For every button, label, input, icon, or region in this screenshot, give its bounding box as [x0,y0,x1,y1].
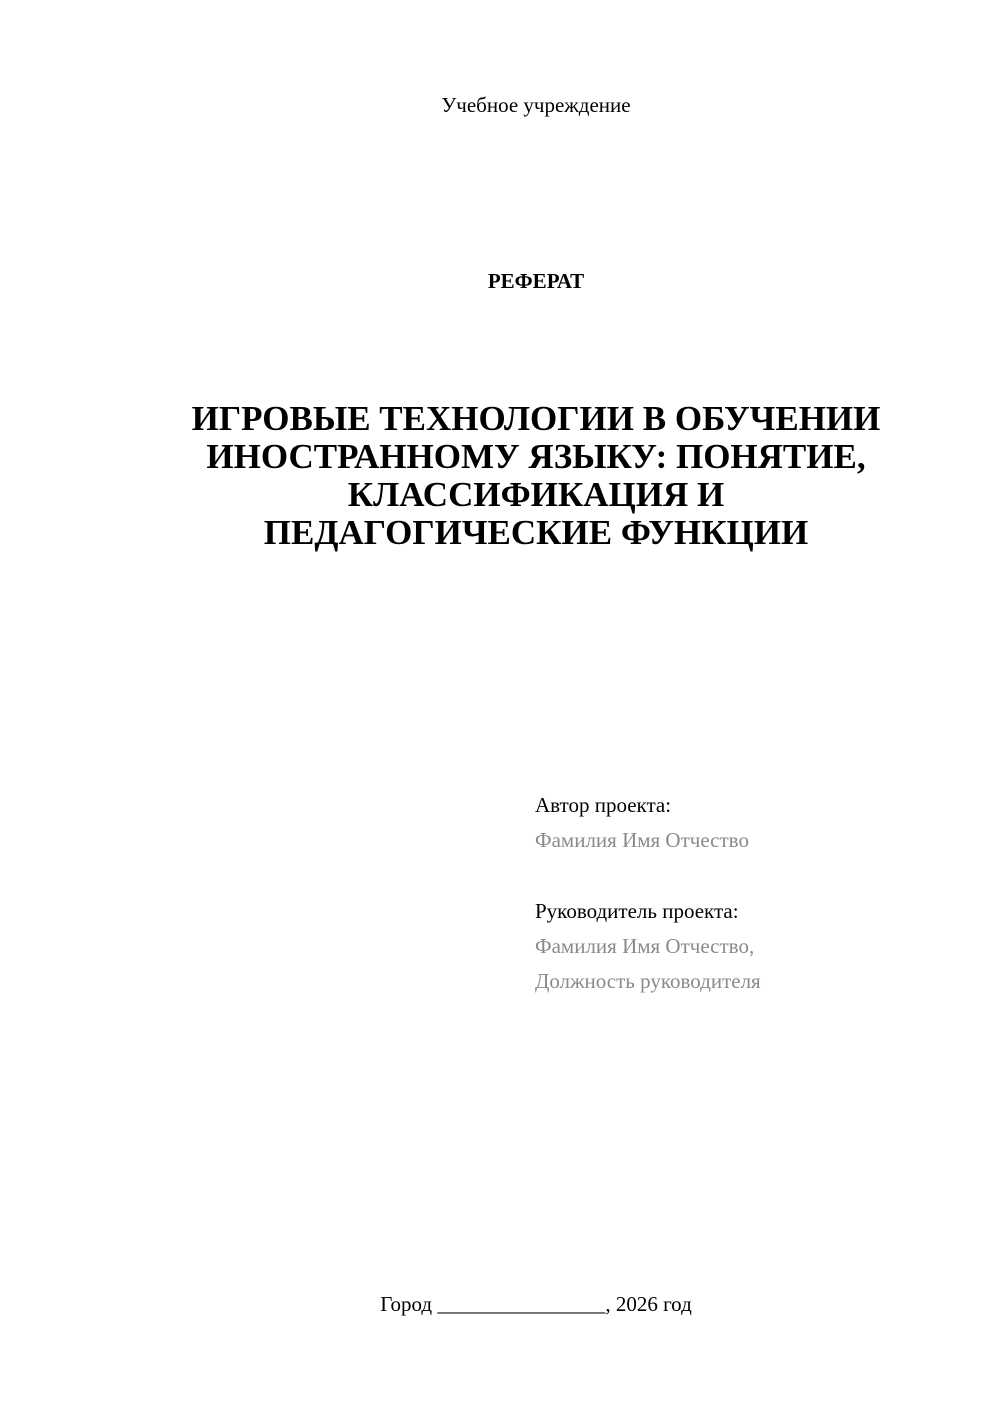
supervisor-label: Руководитель проекта: [535,899,739,923]
supervisor-position: Должность руководителя [535,969,761,993]
title-line: ПЕДАГОГИЧЕСКИЕ ФУНКЦИИ [263,513,809,552]
document-title [120,400,952,552]
title-line: ИГРОВЫЕ ТЕХНОЛОГИИ В ОБУЧЕНИИ [191,399,881,438]
authors-block [535,788,975,999]
title-line: КЛАССИФИКАЦИЯ И [347,475,725,514]
footer-city-year [0,1290,1000,1318]
supervisor-name: Фамилия Имя Отчество, [535,934,755,958]
institution-name: Учебное учреждение [441,93,631,117]
title-line: ИНОСТРАННОМУ ЯЗЫКУ: ПОНЯТИЕ, [206,437,866,476]
city-blank: ________________ [437,1292,606,1316]
author-label: Автор проекта: [535,793,672,817]
author-name: Фамилия Имя Отчество [535,828,749,852]
year-text: , 2026 год [605,1292,692,1316]
document-type: РЕФЕРАТ [487,269,585,293]
city-label: Город [380,1292,433,1316]
spacer [535,858,975,894]
